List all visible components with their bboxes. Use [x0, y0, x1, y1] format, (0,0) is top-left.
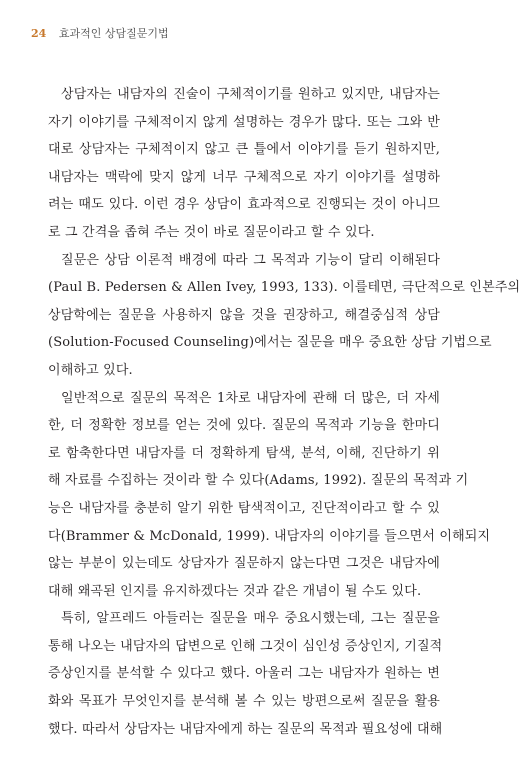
text-line: 않는 부분이 있는데도 상담자가 질문하지 않는다면 그것은 내담자에	[48, 556, 440, 572]
text-line: 화와 목표가 무엇인지를 분석해 볼 수 있는 방편으로써 질문을 활용	[48, 694, 440, 710]
text-line: 자기 이야기를 구체적이지 않게 설명하는 경우가 많다. 또는 그와 반	[48, 114, 440, 130]
text-line: (Paul B. Pedersen & Allen Ivey, 1993, 133). 이를테면, 극단적으로 인본주의	[48, 280, 520, 296]
paragraph	[48, 605, 443, 743]
text-line: 려는 때도 있다. 이런 경우 상담이 효과적으로 진행되는 것이 아니므	[48, 197, 440, 213]
text-line: 내담자는 맥락에 맞지 않게 너무 구체적으로 자기 이야기를 설명하	[48, 169, 440, 185]
paragraph	[48, 81, 440, 247]
page-number: 24	[31, 27, 47, 40]
text-line: 능은 내담자를 충분히 알기 위한 탐색적이고, 진단적이라고 할 수 있	[48, 500, 440, 516]
text-line: 상담자는 내담자의 진술이 구체적이기를 원하고 있지만, 내담자는	[61, 87, 440, 102]
text-line: 통해 나오는 내담자의 답변으로 인해 그것이 심인성 증상인지, 기질적	[48, 638, 443, 654]
text-line: 한, 더 정확한 정보를 얻는 것에 있다. 질문의 목적과 기능을 한마디	[48, 418, 440, 434]
text-line: 로 함축한다면 내담자를 더 정확하게 탐색, 분석, 이해, 진단하기 위	[48, 445, 440, 461]
text-line: 이해하고 있다.	[48, 362, 133, 378]
text-line: 로 그 간격을 좁혀 주는 것이 바로 질문이라고 할 수 있다.	[48, 224, 375, 240]
text-line: 해 자료를 수집하는 것이라 할 수 있다(Adams, 1992). 질문의 목적과 기	[48, 473, 469, 489]
text-line: 일반적으로 질문의 목적은 1차로 내담자에 관해 더 많은, 더 자세	[61, 390, 440, 406]
text-line: (Solution-Focused Counseling)에서는 질문을 매우 중요한 상담 기법으로	[48, 335, 492, 351]
text-line: 다(Brammer & McDonald, 1999). 내담자의 이야기를 들으면서 이해되지	[48, 528, 491, 544]
running-header	[31, 27, 169, 41]
text-line: 특히, 알프레드 아들러는 질문을 매우 중요시했는데, 그는 질문을	[61, 611, 440, 627]
text-line: 했다. 따라서 상담자는 내담자에게 하는 질문의 목적과 필요성에 대해	[48, 721, 443, 737]
text-line: 질문은 상담 이론적 배경에 따라 그 목적과 기능이 달리 이해된다	[61, 252, 440, 268]
text-line: 대해 왜곡된 인지를 유지하겠다는 것과 같은 개념이 될 수도 있다.	[48, 583, 422, 599]
text-line: 증상인지를 분석할 수 있다고 했다. 아울러 그는 내담자가 원하는 변	[48, 666, 440, 682]
running-title: 효과적인 상담질문기법	[58, 27, 169, 40]
paragraph	[48, 385, 491, 606]
paragraph	[48, 247, 520, 385]
text-line: 대로 상담자는 구체적이지 않고 큰 틀에서 이야기를 듣기 원하지만,	[48, 142, 440, 158]
text-line: 상담학에는 질문을 사용하지 않을 것을 권장하고, 해결중심적 상담	[48, 307, 440, 323]
body-text	[48, 81, 520, 743]
